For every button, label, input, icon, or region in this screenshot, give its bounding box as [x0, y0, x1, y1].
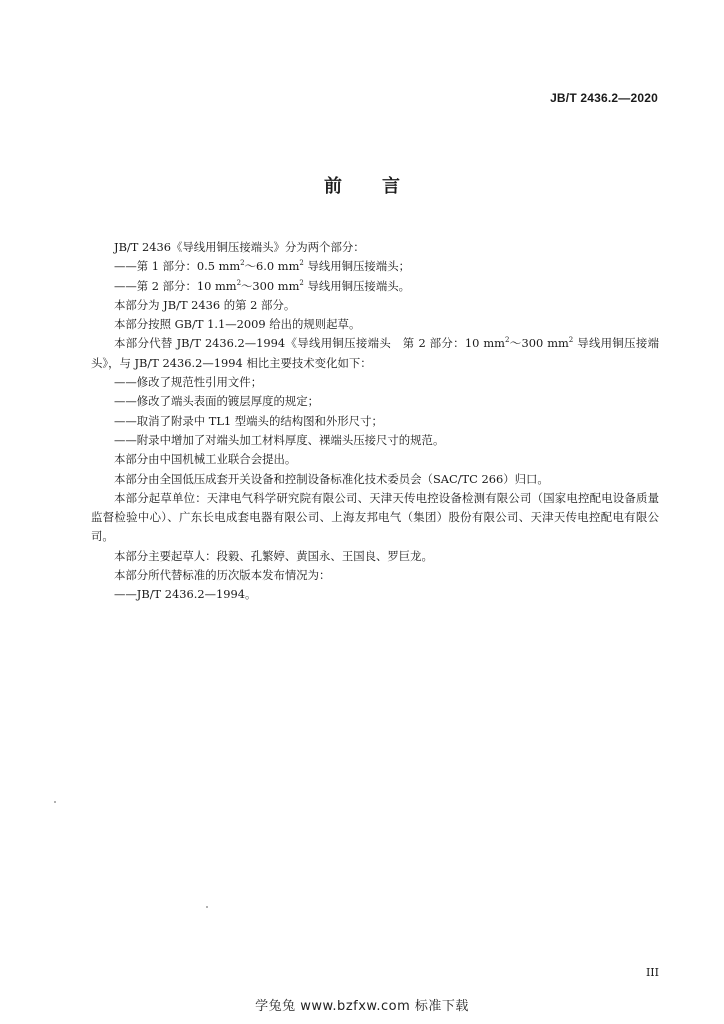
- paragraph-part-1: ——第 1 部分：0.5 $mm^2\sim 6.0$ $mm^2$ 导线用铜压接端头；: [114, 259, 410, 274]
- paragraph-history: 本部分所代替标准的历次版本发布情况为：: [114, 568, 331, 583]
- title-char-2: 言: [382, 176, 400, 197]
- paragraph-drafters: 本部分主要起草人：段毅、孔繁婷、黄国永、王国良、罗巨龙。: [114, 548, 433, 563]
- page-number: III: [645, 966, 659, 979]
- title-char-1: 前: [324, 176, 342, 197]
- paragraph-this-part: 本部分为 JB/T 2436 的第 2 部分。: [114, 297, 296, 312]
- list-item-change-1: ——修改了规范性引用文件；: [114, 375, 263, 390]
- paragraph-centralized-by: 本部分由全国低压成套开关设备和控制设备标准化技术委员会（SAC/TC 266）归口。: [114, 471, 549, 486]
- list-item-history-1: ——JB/T 2436.2—1994。: [114, 587, 257, 602]
- paragraph-proposed-by: 本部分由中国机械工业联合会提出。: [114, 452, 297, 467]
- standard-code: JB/T 2436.2—2020: [550, 91, 658, 105]
- page-title: [0, 172, 724, 198]
- list-item-change-3: ——取消了附录中 TL1 型端头的结构图和外形尺寸；: [114, 413, 383, 428]
- footer-watermark: 学兔兔 www.bzfxw.com 标准下载: [255, 999, 469, 1014]
- paragraph-part-2: ——第 2 部分：10 $mm^2\sim 300$ $mm^2$ 导线用铜压接端头。: [114, 278, 410, 293]
- paragraph-parts-intro: JB/T 2436《导线用铜压接端头》分为两个部分：: [114, 240, 365, 254]
- scan-speck: [206, 906, 208, 908]
- scan-speck: [54, 801, 56, 803]
- list-item-change-4: ——附录中增加了对端头加工材料厚度、裸端头压接尺寸的规范。: [114, 432, 445, 447]
- foreword-body: [91, 238, 659, 605]
- paragraph-drafting-units: 本部分起草单位：天津电气科学研究院有限公司、天津天传电控设备检测有限公司（国家电控配电设备质量监督检验中心）、广东长电成套电器有限公司、上海友邦电气（集团）股份有限公司、天津天传电控配电有限公司。: [91, 490, 659, 544]
- paragraph-drafting-rules: 本部分按照 GB/T 1.1—2009 给出的规则起草。: [114, 317, 361, 332]
- paragraph-replaces: 本部分代替 JB/T 2436.2—1994《导线用铜压接端头 第 2 部分：10 $mm^2\sim 300$ $mm^2$ 导线用铜压接端头》，与 JB/T 2436.2—1994 相比主要技术变化如下：: [91, 336, 659, 370]
- list-item-change-2: ——修改了端头表面的镀层厚度的规定；: [114, 394, 320, 409]
